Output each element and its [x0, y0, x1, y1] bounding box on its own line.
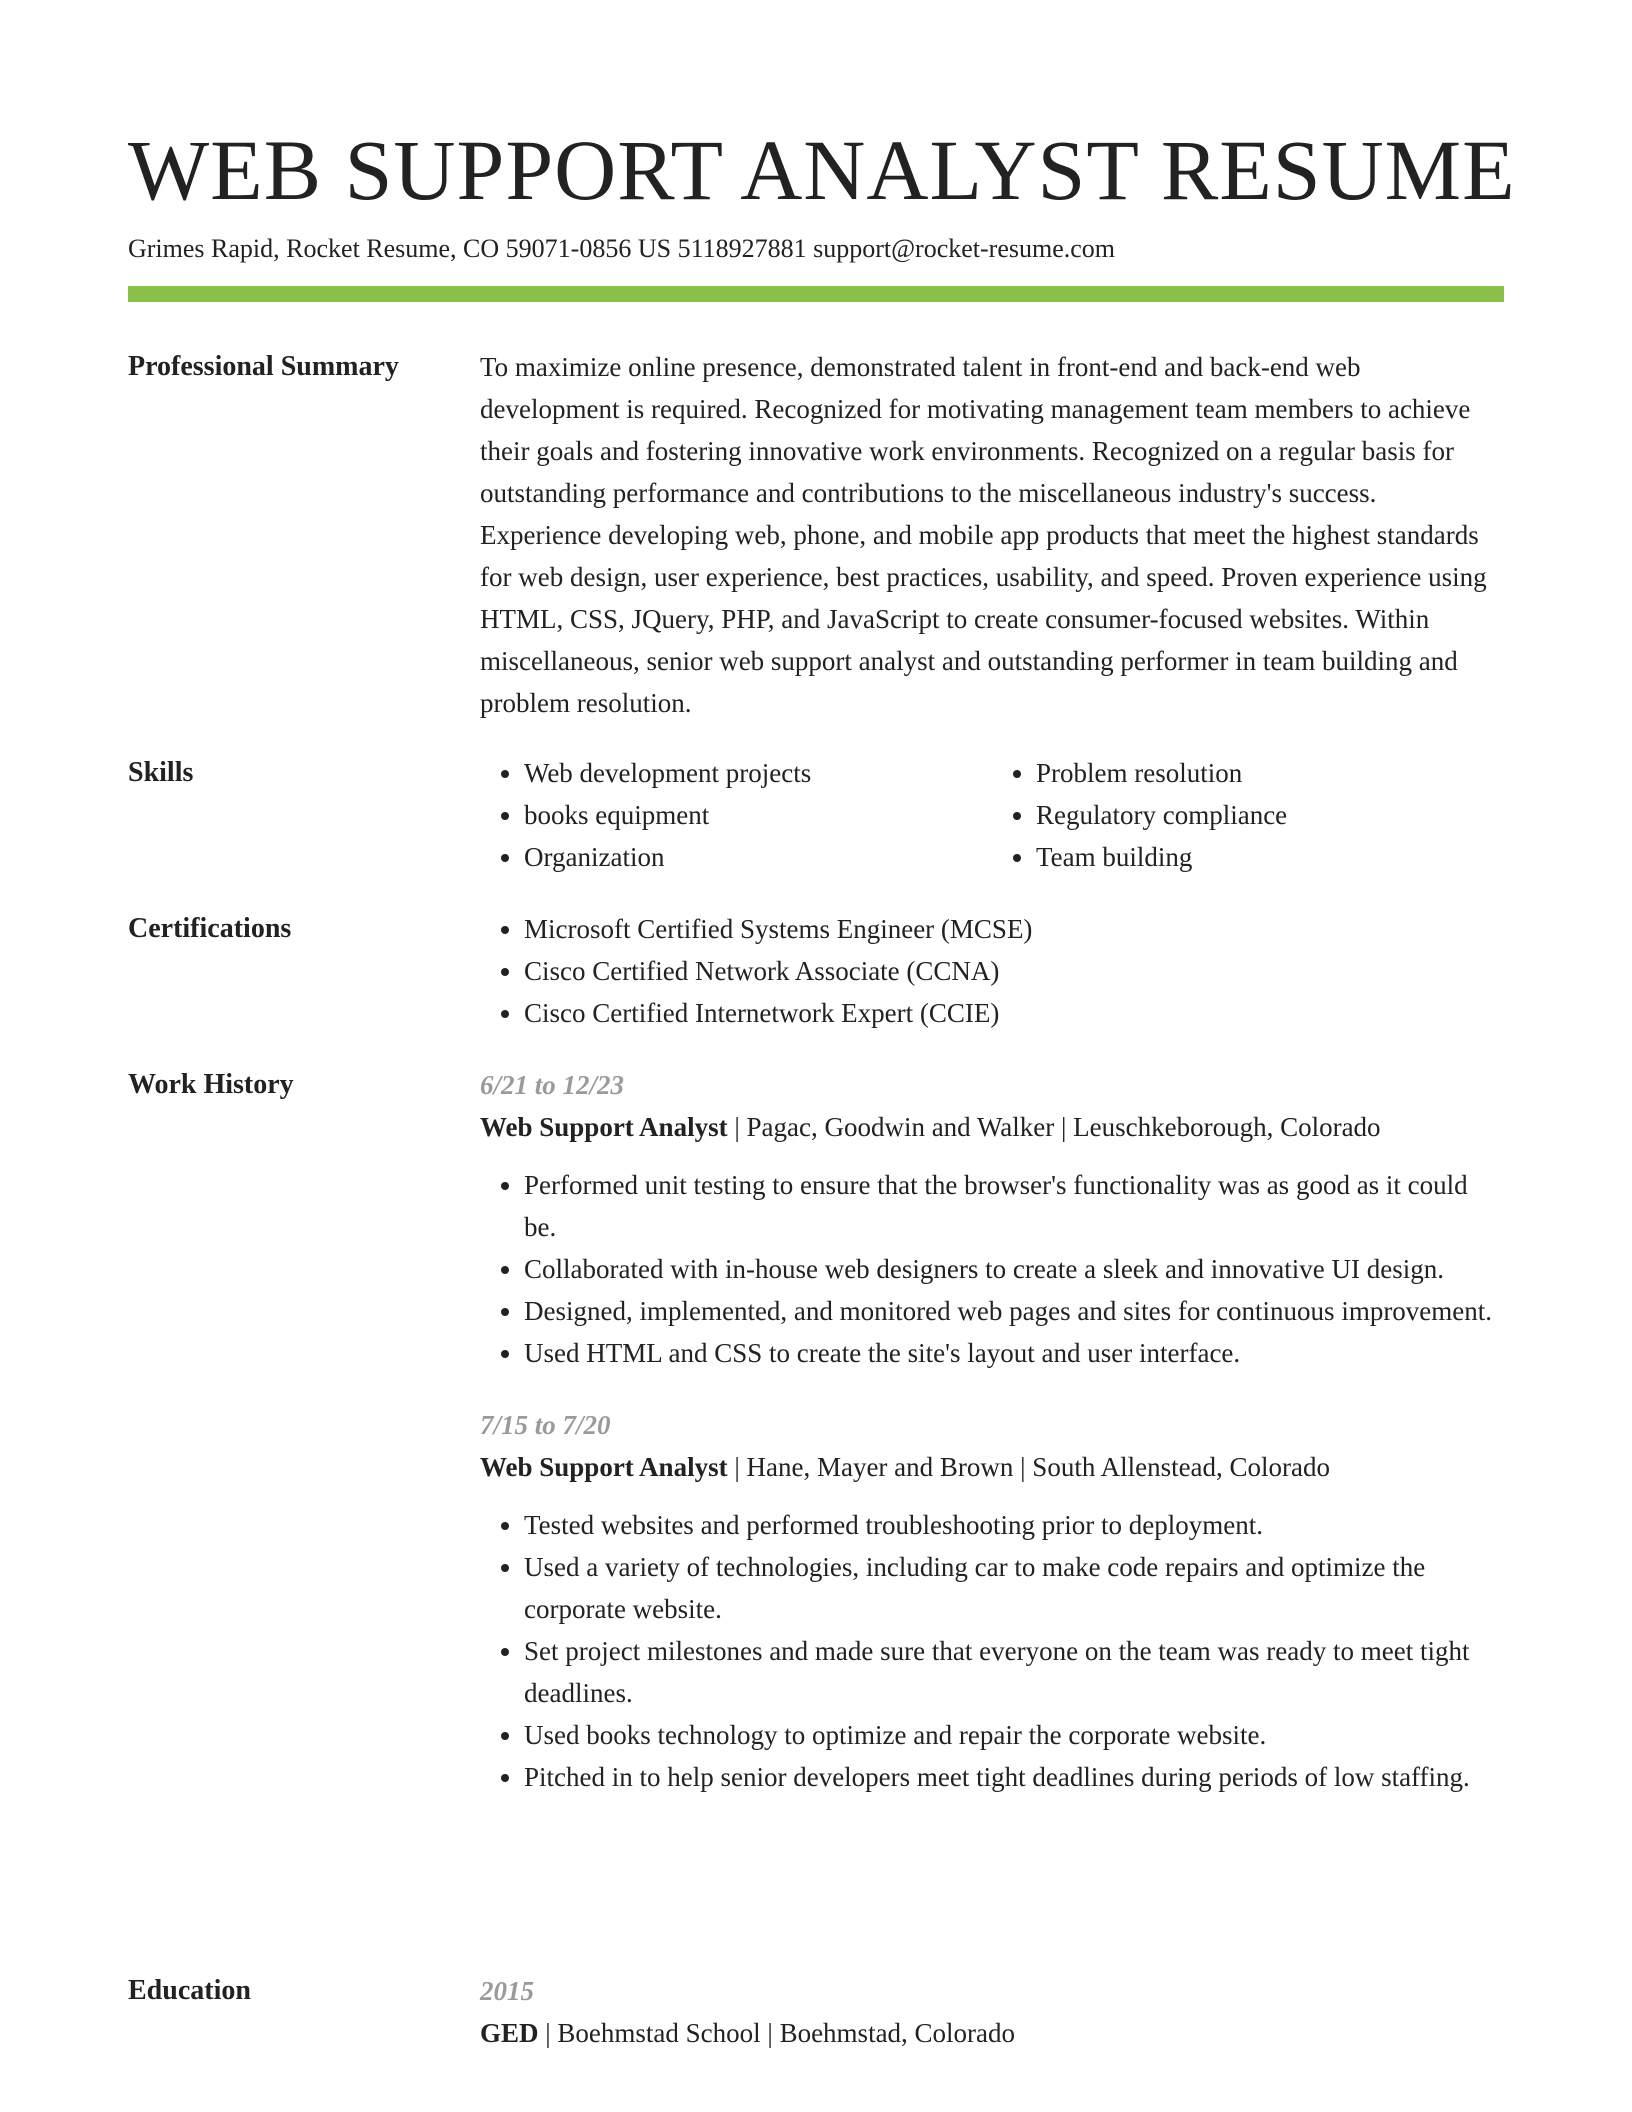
education-year: 2015	[480, 1976, 534, 2006]
job-bullet: • Performed unit testing to ensure that the browser's functionality was as good as it could be.	[524, 1164, 1504, 1248]
job-bullet: • Collaborated with in-house web designers to create a sleek and innovative UI design.	[524, 1248, 1504, 1290]
skill-item: • Organization	[524, 836, 992, 878]
accent-divider	[128, 286, 1504, 302]
job-title: Web Support Analyst	[480, 1112, 728, 1142]
job-entry	[480, 1064, 1504, 1374]
job-bullets	[480, 1164, 1504, 1374]
skill-item: • Web development projects	[524, 752, 992, 794]
job-bullet: • Used a variety of technologies, including car to make code repairs and optimize the corporate website.	[524, 1546, 1504, 1630]
job-bullet: • Designed, implemented, and monitored web pages and sites for continuous improvement.	[524, 1290, 1504, 1332]
job-bullet: • Set project milestones and made sure that everyone on the team was ready to meet tight deadlines.	[524, 1630, 1504, 1714]
skill-item: • Problem resolution	[1036, 752, 1504, 794]
job-details: | Pagac, Goodwin and Walker | Leuschkeborough, Colorado	[727, 1112, 1381, 1142]
job-bullet: • Used HTML and CSS to create the site's layout and user interface.	[524, 1332, 1504, 1374]
certifications-list	[480, 908, 1504, 1034]
work-history-label: Work History	[128, 1069, 294, 1100]
certification-item: • Cisco Certified Network Associate (CCNA)	[524, 950, 1504, 992]
skill-item: • Regulatory compliance	[1036, 794, 1504, 836]
job-details: | Hane, Mayer and Brown | South Allenstead, Colorado	[727, 1452, 1331, 1482]
certification-item: • Cisco Certified Internetwork Expert (CCIE)	[524, 992, 1504, 1034]
job-heading	[480, 1106, 1504, 1148]
summary-text: To maximize online presence, demonstrated talent in front-end and back-end web development is required. Recognized for motivating management team members to achieve their goals and fostering innovative work environments. Recognized on a regular basis for outstanding performance and contributions to the miscellaneous industry's success. Experience developing web, phone, and mobile app products that meet the highest standards for web design, user experience, best practices, usability, and speed. Proven experience using HTML, CSS, JQuery, PHP, and JavaScript to create consumer-focused websites. Within miscellaneous, senior web support analyst and outstanding performer in team building and problem resolution.	[480, 352, 1487, 718]
job-bullet: • Used books technology to optimize and repair the corporate website.	[524, 1714, 1504, 1756]
education-details: | Boehmstad School | Boehmstad, Colorado	[538, 2018, 1016, 2048]
job-heading	[480, 1446, 1504, 1488]
skills-label: Skills	[128, 757, 194, 788]
job-dates: 6/21 to 12/23	[480, 1070, 625, 1100]
education-heading	[480, 2012, 1504, 2054]
job-bullet: • Pitched in to help senior developers meet tight deadlines during periods of low staffing.	[524, 1756, 1504, 1798]
education-label: Education	[128, 1975, 251, 2006]
skills-list-left	[480, 752, 992, 878]
job-entry	[480, 1404, 1504, 1798]
job-bullets	[480, 1504, 1504, 1798]
contact-line: Grimes Rapid, Rocket Resume, CO 59071-0856 US 5118927881 support@rocket-resume.com	[128, 234, 1116, 263]
certification-item: • Microsoft Certified Systems Engineer (MCSE)	[524, 908, 1504, 950]
job-bullet: • Tested websites and performed troubleshooting prior to deployment.	[524, 1504, 1504, 1546]
job-dates: 7/15 to 7/20	[480, 1410, 611, 1440]
certifications-label: Certifications	[128, 913, 292, 944]
skills-list-right	[992, 752, 1504, 878]
skill-item: • Team building	[1036, 836, 1504, 878]
job-title: Web Support Analyst	[480, 1452, 728, 1482]
education-degree: GED	[480, 2018, 539, 2048]
skill-item: • books equipment	[524, 794, 992, 836]
resume-title: WEB SUPPORT ANALYST RESUME	[128, 122, 1516, 218]
summary-label: Professional Summary	[128, 351, 399, 382]
